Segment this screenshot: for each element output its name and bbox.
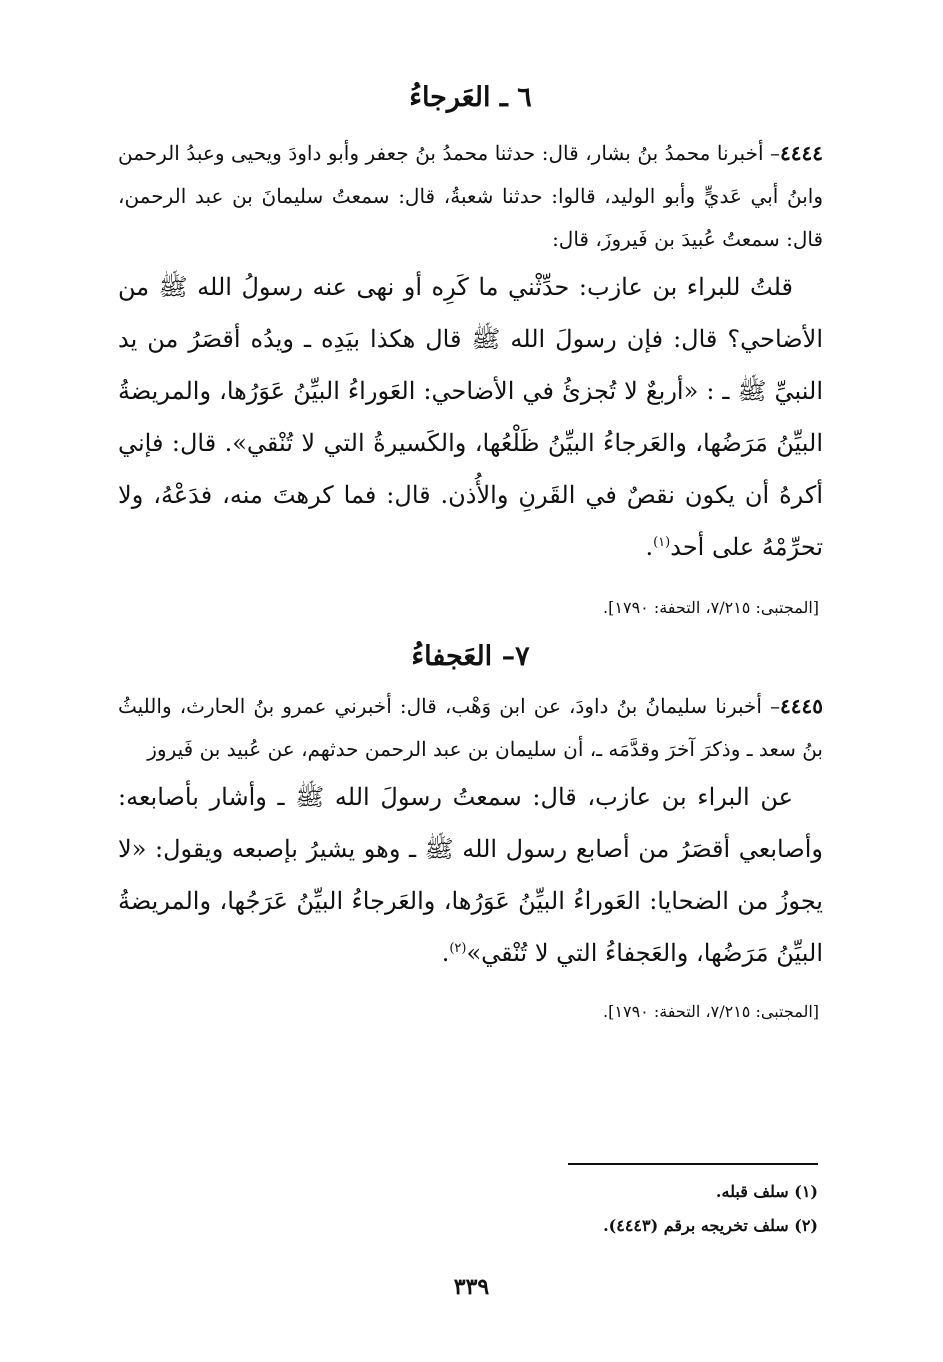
isnad-text: – أخبرنا سليمانُ بنُ داودَ، عن ابن وَهْب، قال: أخبرني عمرو بنُ الحارث، والليثُ بنُ سعد ـ وذكرَ آخرَ وقدَّمَه ـ، أن سليمان بن عبد الرحمن حدثهم، عن عُبيد بن فَيروز xyxy=(118,694,823,761)
hadith-number: ٤٤٤٤ xyxy=(780,141,823,165)
footnote-marker[interactable]: (١) xyxy=(653,535,671,550)
chapter-heading-7: ٧– العَجفاءُ xyxy=(411,641,530,672)
hadith-4444-reference: [المجتبى: ٧/٢١٥، التحفة: ١٧٩٠]. xyxy=(603,598,819,617)
hadith-number: ٤٤٤٥ xyxy=(780,694,823,718)
hadith-4445-reference: [المجتبى: ٧/٢١٥، التحفة: ١٧٩٠]. xyxy=(603,1002,819,1021)
footnote-marker[interactable]: (٢) xyxy=(449,941,467,956)
isnad-text: – أخبرنا محمدُ بنُ بشار، قال: حدثنا محمدُ بنُ جعفر وأبو داودَ ويحيى وعبدُ الرحمن وابنُ أبي عَديٍّ وأبو الوليد، قالوا: حدثنا شعبةُ، قال: سمعتُ سليمانَ بن عبد الرحمن، قال: سمعتُ عُبيدَ بن فَيروزَ، قال: xyxy=(118,141,823,251)
chapter-heading-6: ٦ ـ العَرجاءُ xyxy=(409,82,532,113)
page-number: ٣٣٩ xyxy=(453,1274,490,1300)
hadith-4445-isnad xyxy=(118,685,823,771)
matn-text: عن البراء بن عازب، قال: سمعتُ رسولَ الله ﷺ ـ وأشار بأصابعه: وأصابعي أقصَرُ من أصابع رسول الله ﷺ ـ وهو يشيرُ بإصبعه ويقول: «لا يجوزُ من الضحايا: العَوراءُ البيِّنُ عَوَرُها، والعَرجاءُ البيِّنُ عَرَجُها، والمريضةُ البيِّنُ مَرَضُها، والعَجفاءُ التي لا تُنْقي» xyxy=(118,783,823,967)
footnotes-section xyxy=(568,1163,818,1243)
matn-text: قلتُ للبراء بن عازب: حدِّثْني ما كَرِه أو نهى عنه رسولُ الله ﷺ من الأضاحي؟ قال: فإن رسولَ الله ﷺ قال هكذا بيَدِه ـ ويدُه أقصَرُ من يد النبيِّ ﷺ ـ : «أربعٌ لا تُجزئُ في الأضاحي: العَوراءُ البيِّنُ عَوَرُها، والمريضةُ البيِّنُ مَرَضُها، والعَرجاءُ البيِّنُ ظَلْعُها، والكَسيرةُ التي لا تُنْقي». قال: فإني أكرهُ أن يكون نقصٌ في القَرنِ والأُذن. قال: فما كرهتَ منه، فدَعْهُ، ولا تحرِّمْهُ على أحد xyxy=(118,273,823,561)
hadith-4444-isnad xyxy=(118,132,823,261)
matn-end: . xyxy=(441,939,450,967)
footnote-1: (١) سلف قبله. xyxy=(715,1182,818,1201)
footnote-2: (٢) سلف تخريجه برقم (٤٤٤٣). xyxy=(603,1216,818,1235)
hadith-4445-matn xyxy=(118,771,823,979)
page-body xyxy=(118,70,823,1027)
matn-end: . xyxy=(645,533,654,561)
hadith-4444-matn xyxy=(118,261,823,573)
